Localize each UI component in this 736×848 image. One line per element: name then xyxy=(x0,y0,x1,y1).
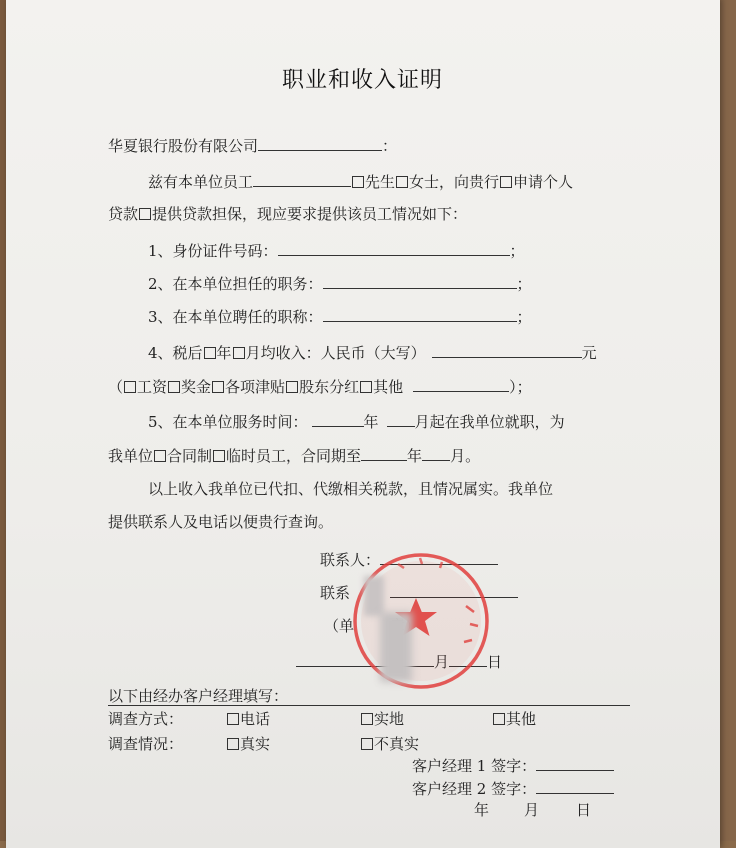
item-service-time xyxy=(148,412,565,431)
loan-label: 贷款 xyxy=(108,205,139,223)
result-true-option[interactable] xyxy=(226,735,270,753)
joined-label: 月起在我单位就职，为 xyxy=(414,413,565,431)
temporary-checkbox[interactable] xyxy=(213,450,225,462)
result-false-option[interactable] xyxy=(360,735,419,753)
result-false-label: 不真实 xyxy=(374,735,420,753)
income-amount-blank[interactable] xyxy=(432,343,582,358)
dividend-checkbox[interactable] xyxy=(286,381,298,393)
method-phone-label: 电话 xyxy=(240,710,271,728)
annual-checkbox[interactable] xyxy=(204,347,216,359)
seal-open-label: （单 xyxy=(324,617,355,635)
semicolon: ； xyxy=(509,242,525,260)
bonus-checkbox[interactable] xyxy=(168,381,180,393)
allowance-label: 各项津贴 xyxy=(225,378,286,396)
contract-end-month-blank[interactable] xyxy=(422,446,450,461)
survey-result-label: 调查情况： xyxy=(108,735,184,753)
redacted-area xyxy=(380,612,412,682)
apply-loan-label: 申请个人 xyxy=(513,173,574,191)
item-income xyxy=(148,343,597,362)
method-phone-option[interactable] xyxy=(226,710,270,728)
addressee: 华夏银行股份有限公司 xyxy=(108,137,259,155)
method-other-checkbox[interactable] xyxy=(493,713,505,725)
item-title xyxy=(148,307,532,326)
method-other-option[interactable] xyxy=(492,710,536,728)
paren-close: ）； xyxy=(509,378,532,396)
id-number-blank[interactable] xyxy=(278,241,510,256)
manager-section-header: 以下由经办客户经理填写： xyxy=(108,687,289,705)
manager2-signature-blank[interactable] xyxy=(536,779,614,794)
manager-date-year: 年 xyxy=(474,801,490,819)
addressee-colon: ： xyxy=(382,137,398,155)
start-year-blank[interactable] xyxy=(312,412,364,427)
mr-checkbox[interactable] xyxy=(352,176,364,188)
addressee-blank[interactable] xyxy=(258,136,382,151)
semicolon: ； xyxy=(516,275,532,293)
wage-label: 工资 xyxy=(137,378,168,396)
bonus-label: 奖金 xyxy=(181,378,212,396)
year-label: 年 xyxy=(216,344,232,362)
method-phone-checkbox[interactable] xyxy=(227,713,239,725)
redacted-area xyxy=(364,576,384,616)
semicolon: ； xyxy=(516,308,532,326)
paren-open: （ xyxy=(108,378,124,396)
contact-phone-label: 联系 xyxy=(320,584,351,602)
result-false-checkbox[interactable] xyxy=(361,738,373,750)
manager1-signature-blank[interactable] xyxy=(536,756,614,771)
after-tax-label: 4、税后 xyxy=(148,344,203,362)
allowance-checkbox[interactable] xyxy=(212,381,224,393)
year-label: 年 xyxy=(363,413,379,431)
monthly-checkbox[interactable] xyxy=(233,347,245,359)
intro-text: 兹有本单位员工 xyxy=(148,173,254,191)
method-site-checkbox[interactable] xyxy=(361,713,373,725)
manager-date-day: 日 xyxy=(576,801,592,819)
method-site-option[interactable] xyxy=(360,710,404,728)
ms-checkbox[interactable] xyxy=(396,176,408,188)
apply-loan-checkbox[interactable] xyxy=(500,176,512,188)
income-amount-label: 月均收入：人民币（大写） xyxy=(245,344,426,362)
month-label: 月 xyxy=(434,653,450,671)
month-label: 月。 xyxy=(450,447,481,465)
method-other-label: 其他 xyxy=(506,710,537,728)
id-number-label: 1、身份证件号码： xyxy=(148,242,278,260)
contract-label: 合同制 xyxy=(167,447,213,465)
manager1-signature-label: 客户经理 1 签字： xyxy=(412,757,537,775)
manager2-signature-label: 客户经理 2 签字： xyxy=(412,780,537,798)
position-label: 2、在本单位担任的职务： xyxy=(148,275,323,293)
declaration-line-1: 以上收入我单位已代扣、代缴相关税款，且情况属实。我单位 xyxy=(148,480,554,498)
guarantee-label: 提供贷款担保，现应要求提供该员工情况如下： xyxy=(152,205,468,223)
other-income-checkbox[interactable] xyxy=(360,381,372,393)
other-income-blank[interactable] xyxy=(413,377,509,392)
income-composition xyxy=(108,377,532,396)
job-title-label: 3、在本单位聘任的职称： xyxy=(148,308,323,326)
method-site-label: 实地 xyxy=(374,710,405,728)
manager2-signature-line xyxy=(412,779,614,798)
our-unit-label: 我单位 xyxy=(108,447,154,465)
contact-person-label: 联系人： xyxy=(320,551,381,569)
start-month-blank[interactable] xyxy=(387,412,415,427)
other-income-label: 其他 xyxy=(373,378,404,396)
dividend-label: 股东分红 xyxy=(299,378,360,396)
intro-line-2 xyxy=(108,205,467,223)
contract-line xyxy=(108,446,480,465)
item-id-number xyxy=(148,241,525,260)
contract-end-year-blank[interactable] xyxy=(361,446,407,461)
section-divider xyxy=(108,705,630,706)
year-label: 年 xyxy=(407,447,423,465)
survey-method-label: 调查方式： xyxy=(108,710,184,728)
item-position xyxy=(148,274,532,293)
temporary-label: 临时员工，合同期至 xyxy=(226,447,362,465)
position-blank[interactable] xyxy=(323,274,517,289)
result-true-label: 真实 xyxy=(240,735,271,753)
manager-date-month: 月 xyxy=(524,801,540,819)
yuan-unit: 元 xyxy=(581,344,597,362)
guarantee-checkbox[interactable] xyxy=(139,208,151,220)
document-title: 职业和收入证明 xyxy=(282,68,444,93)
ms-label: 女士，向贵行 xyxy=(409,173,500,191)
result-true-checkbox[interactable] xyxy=(227,738,239,750)
contract-checkbox[interactable] xyxy=(154,450,166,462)
day-label: 日 xyxy=(487,653,503,671)
company-seal-icon xyxy=(346,546,496,696)
addressee-line xyxy=(108,136,397,155)
job-title-blank[interactable] xyxy=(323,307,517,322)
intro-line-1 xyxy=(148,172,573,191)
employee-name-blank[interactable] xyxy=(253,172,351,187)
wage-checkbox[interactable] xyxy=(124,381,136,393)
manager1-signature-line xyxy=(412,756,614,775)
declaration-line-2: 提供联系人及电话以便贵行查询。 xyxy=(108,513,334,531)
mr-label: 先生 xyxy=(365,173,396,191)
service-time-label: 5、在本单位服务时间： xyxy=(148,413,308,431)
